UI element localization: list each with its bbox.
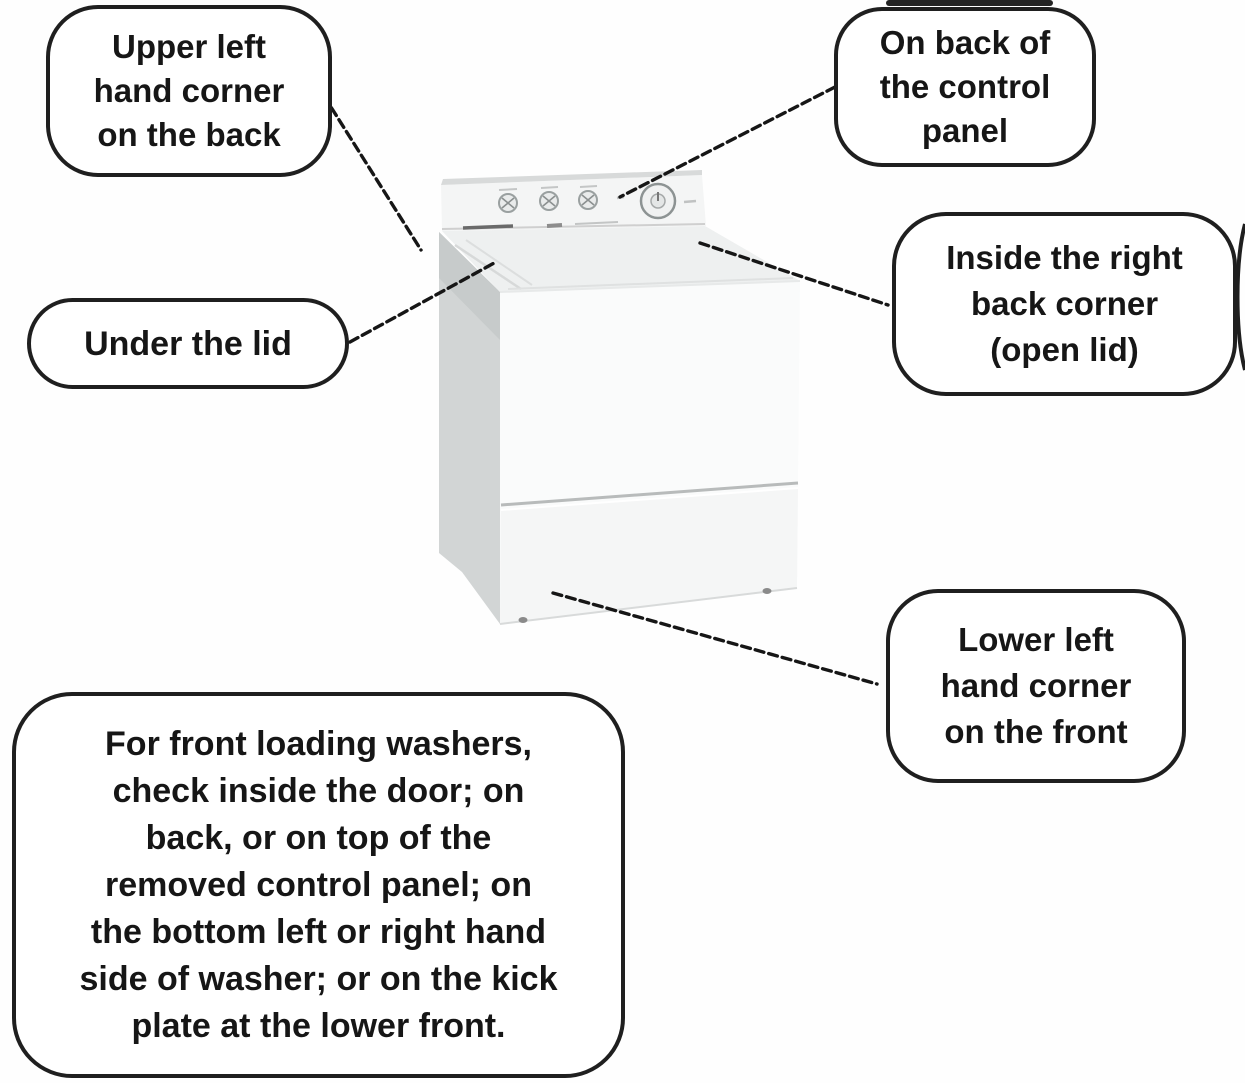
callout-line: On back of bbox=[879, 24, 1051, 61]
callout-upper-left-back bbox=[46, 5, 332, 177]
callout-line: the bottom left or right hand bbox=[90, 912, 547, 951]
callout-line: hand corner bbox=[93, 72, 285, 109]
callout-line: (open lid) bbox=[990, 331, 1139, 368]
callout-line: For front loading washers, bbox=[105, 724, 532, 763]
callout-line: on the front bbox=[944, 713, 1128, 750]
leader-control-panel-back bbox=[620, 87, 835, 197]
callout-line: Under the lid bbox=[84, 324, 292, 363]
callout-line: Upper left bbox=[111, 28, 266, 65]
callout-line: panel bbox=[921, 112, 1009, 149]
callout-line: Inside the right bbox=[946, 239, 1183, 276]
leader-upper-left-back bbox=[324, 96, 421, 250]
cropped-bubble-top-edge bbox=[886, 0, 1053, 6]
washer-foot-right bbox=[763, 588, 772, 594]
washer-illustration bbox=[439, 170, 800, 624]
callout-front-loading-note bbox=[12, 692, 625, 1078]
leader-lower-left-front bbox=[553, 593, 877, 684]
callout-under-lid bbox=[27, 298, 349, 389]
washer-brand-mark bbox=[463, 226, 513, 228]
callout-line: the control bbox=[879, 68, 1051, 105]
callout-right-back-corner bbox=[892, 212, 1237, 396]
callout-line: hand corner bbox=[940, 667, 1132, 704]
callout-line: check inside the door; on bbox=[112, 771, 525, 810]
callout-line: back corner bbox=[970, 285, 1159, 322]
cropped-bubble-right-edge bbox=[1238, 224, 1245, 370]
callout-lower-left-front bbox=[886, 589, 1186, 783]
washer-foot-left bbox=[519, 617, 528, 623]
callout-line: removed control panel; on bbox=[105, 865, 532, 904]
callout-line: back, or on top of the bbox=[145, 818, 492, 857]
callout-line: plate at the lower front. bbox=[131, 1006, 506, 1045]
callout-line: side of washer; or on the kick bbox=[79, 959, 558, 998]
callout-control-panel-back bbox=[834, 7, 1096, 167]
callout-line: Lower left bbox=[958, 621, 1114, 658]
callout-line: on the back bbox=[97, 116, 281, 153]
